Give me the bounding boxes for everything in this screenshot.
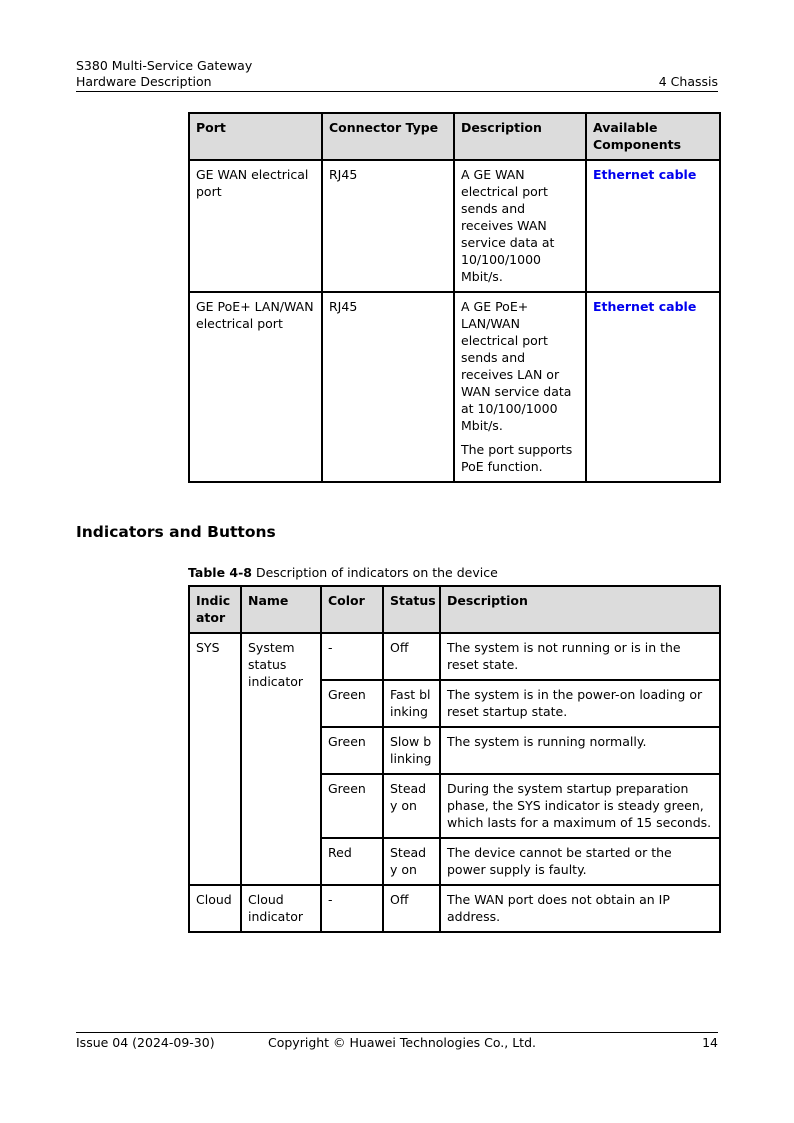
table-caption: [188, 565, 498, 580]
cell-color: -: [321, 885, 383, 932]
table-caption-text: Description of indicators on the device: [252, 565, 498, 580]
cell-name: Cloud indicator: [241, 885, 321, 932]
document-name: Hardware Description: [76, 74, 212, 89]
issue-info: Issue 04 (2024-09-30): [76, 1035, 215, 1050]
cell-status: Slow blinking: [383, 727, 440, 774]
cell-color: Green: [321, 680, 383, 727]
copyright: Copyright © Huawei Technologies Co., Ltd.: [268, 1035, 536, 1050]
cell-description: The system is running normally.: [440, 727, 720, 774]
col-header-color: Color: [321, 586, 383, 633]
col-header-connector: Connector Type: [322, 113, 454, 160]
cell-color: Red: [321, 838, 383, 885]
table-row: [189, 160, 720, 292]
col-header-indicator: Indic ator: [189, 586, 241, 633]
page-header: [76, 58, 718, 92]
cell-color: Green: [321, 774, 383, 838]
cell-status: Off: [383, 885, 440, 932]
description-text: A GE PoE+ LAN/WAN electrical port sends and receives LAN or WAN service data at 10/100/1000 Mbit/s.: [461, 299, 572, 433]
cell-description: The system is in the power-on loading or reset startup state.: [440, 680, 720, 727]
section-title: Indicators and Buttons: [76, 523, 276, 541]
description-note: The port supports PoE function.: [461, 442, 573, 474]
cell-description: [454, 160, 586, 292]
cell-status: Steady on: [383, 774, 440, 838]
table-caption-label: Table 4-8: [188, 565, 252, 580]
cell-connector: RJ45: [322, 292, 454, 482]
table-row: [189, 633, 720, 680]
col-header-components: Available Components: [586, 113, 720, 160]
cell-status: Fast blinking: [383, 680, 440, 727]
col-header-status: Status: [383, 586, 440, 633]
cell-connector: RJ45: [322, 160, 454, 292]
cell-indicator: Cloud: [189, 885, 241, 932]
indicators-table: [188, 585, 721, 933]
chapter-name: 4 Chassis: [658, 74, 718, 89]
cell-description: During the system startup preparation phase, the SYS indicator is steady green, which lasts for a maximum of 15 seconds.: [440, 774, 720, 838]
col-header-name: Name: [241, 586, 321, 633]
col-header-port: Port: [189, 113, 322, 160]
cell-components: [586, 292, 720, 482]
cell-port: GE WAN electrical port: [189, 160, 322, 292]
col-header-description: Description: [454, 113, 586, 160]
product-name: S380 Multi-Service Gateway: [76, 58, 253, 73]
table-row: [189, 292, 720, 482]
ports-table: [188, 112, 721, 483]
cell-description: The WAN port does not obtain an IP address.: [440, 885, 720, 932]
description-text: A GE WAN electrical port sends and receives WAN service data at 10/100/1000 Mbit/s.: [461, 167, 555, 284]
ethernet-cable-link[interactable]: Ethernet cable: [593, 167, 697, 182]
table-header-row: [189, 113, 720, 160]
col-header-description: Description: [440, 586, 720, 633]
page-footer: [76, 1032, 718, 1053]
cell-status: Off: [383, 633, 440, 680]
ethernet-cable-link[interactable]: Ethernet cable: [593, 299, 697, 314]
cell-port: GE PoE+ LAN/WAN electrical port: [189, 292, 322, 482]
table-row: [189, 885, 720, 932]
cell-description: The system is not running or is in the reset state.: [440, 633, 720, 680]
cell-components: [586, 160, 720, 292]
cell-name: System status indicator: [241, 633, 321, 885]
cell-description: The device cannot be started or the power supply is faulty.: [440, 838, 720, 885]
page-number: 14: [702, 1035, 718, 1050]
cell-color: -: [321, 633, 383, 680]
cell-status: Steady on: [383, 838, 440, 885]
cell-color: Green: [321, 727, 383, 774]
table-header-row: [189, 586, 720, 633]
cell-description: [454, 292, 586, 482]
cell-indicator: SYS: [189, 633, 241, 885]
